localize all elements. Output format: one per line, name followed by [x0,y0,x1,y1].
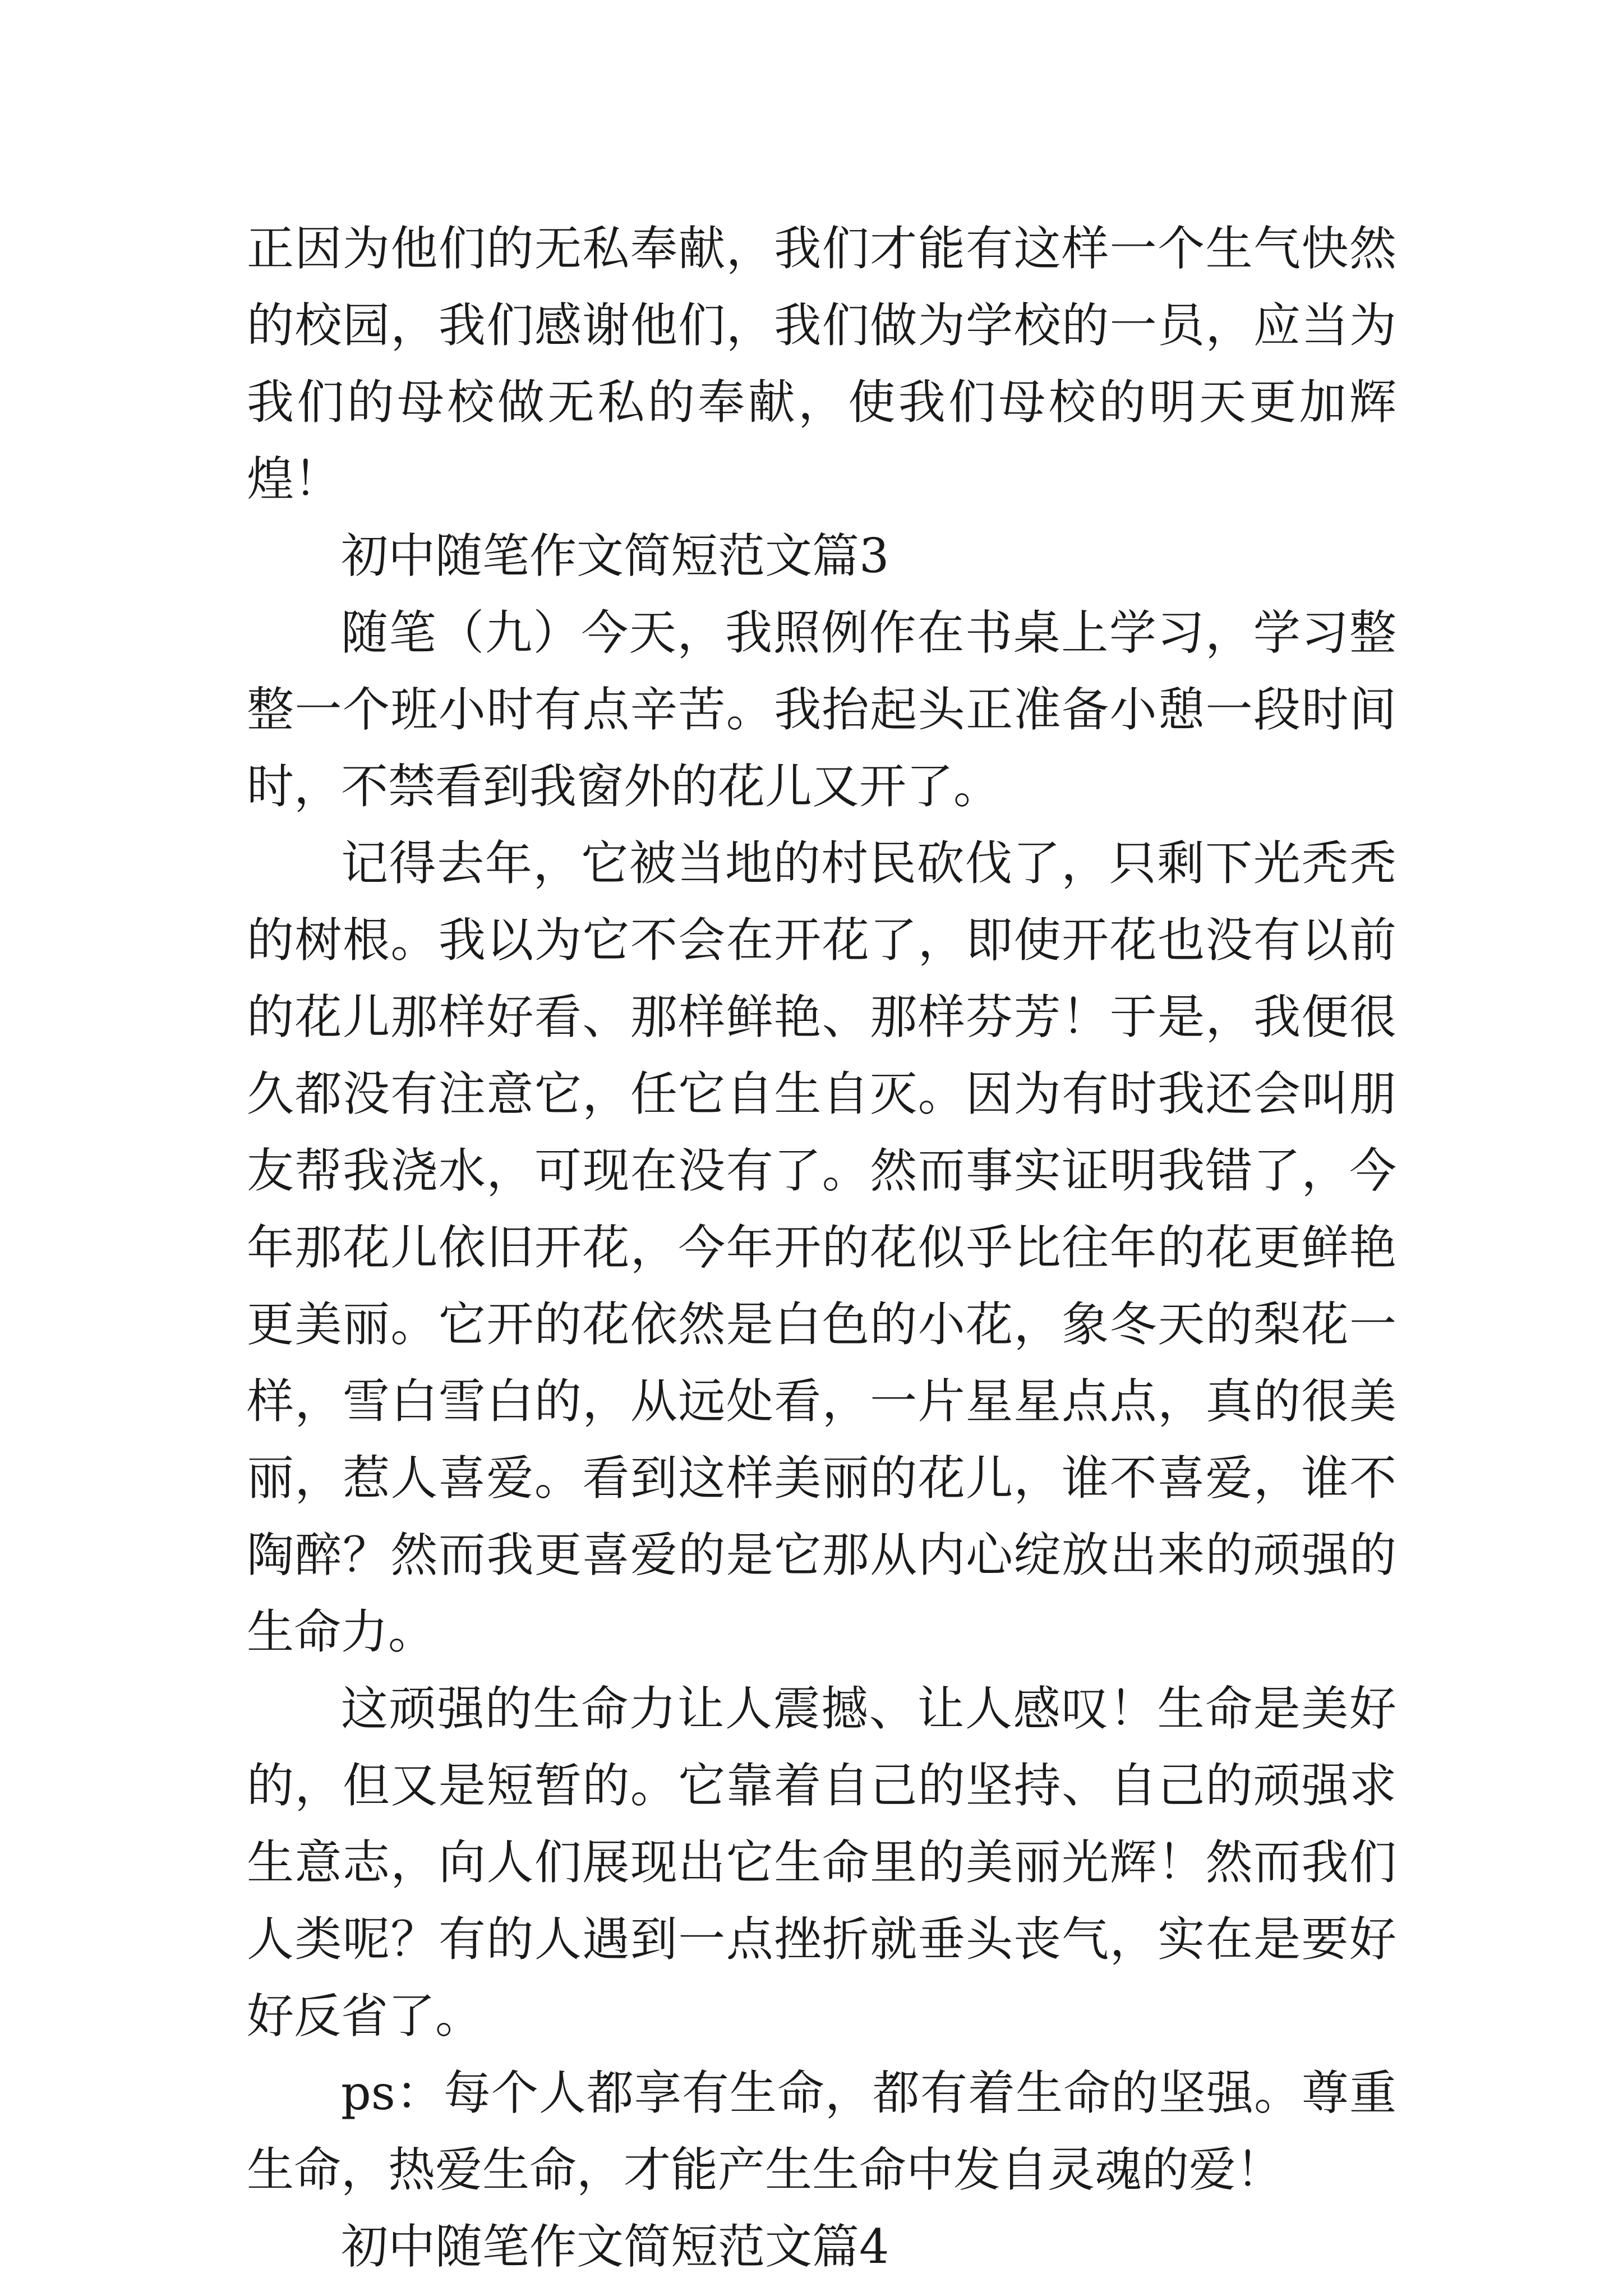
paragraph-essay-3-life: 这顽强的生命力让人震撼、让人感叹！生命是美好的，但又是短暂的。它靠着自己的坚持、自己的顽强求生意志，向人们展现出它生命里的美丽光辉！然而我们人类呢？有的人遇到一点挫折就垂头丧气，实在是要好好反省了。 [247,1681,1396,2044]
section-heading-4: 初中随笔作文简短范文篇4 [341,2219,889,2274]
paragraph-essay-3-opening: 随笔（九）今天，我照例作在书桌上学习，学习整整一个班小时有点辛苦。我抬起头正准备小憩一段时间时，不禁看到我窗外的花儿又开了。 [247,605,1396,814]
document-body [247,210,1396,2285]
paragraph-essay-3-ps: ps：每个人都享有生命，都有着生命的坚强。尊重生命，热爱生命，才能产生生命中发自灵魂的爱！ [247,2065,1396,2197]
paragraph-intro-continuation: 正因为他们的无私奉献，我们才能有这样一个生气快然的校园，我们感谢他们，我们做为学校的一员，应当为我们的母校做无私的奉献，使我们母校的明天更加辉煌！ [247,221,1396,507]
section-heading-3: 初中随笔作文简短范文篇3 [341,528,889,583]
paragraph-essay-3-flower: 记得去年，它被当地的村民砍伐了，只剩下光秃秃的树根。我以为它不会在开花了，即使开花也没有以前的花儿那样好看、那样鲜艳、那样芬芳！于是，我便很久都没有注意它，任它自生自灭。因为有时我还会叫朋友帮我浇水，可现在没有了。然而事实证明我错了，今年那花儿依旧开花，今年开的花似乎比往年的花更鲜艳更美丽。它开的花依然是白色的小花，象冬天的梨花一样，雪白雪白的，从远处看，一片星星点点，真的很美丽，惹人喜爱。看到这样美丽的花儿，谁不喜爱，谁不陶醉？然而我更喜爱的是它那从内心绽放出来的顽强的生命力。 [247,836,1396,1659]
